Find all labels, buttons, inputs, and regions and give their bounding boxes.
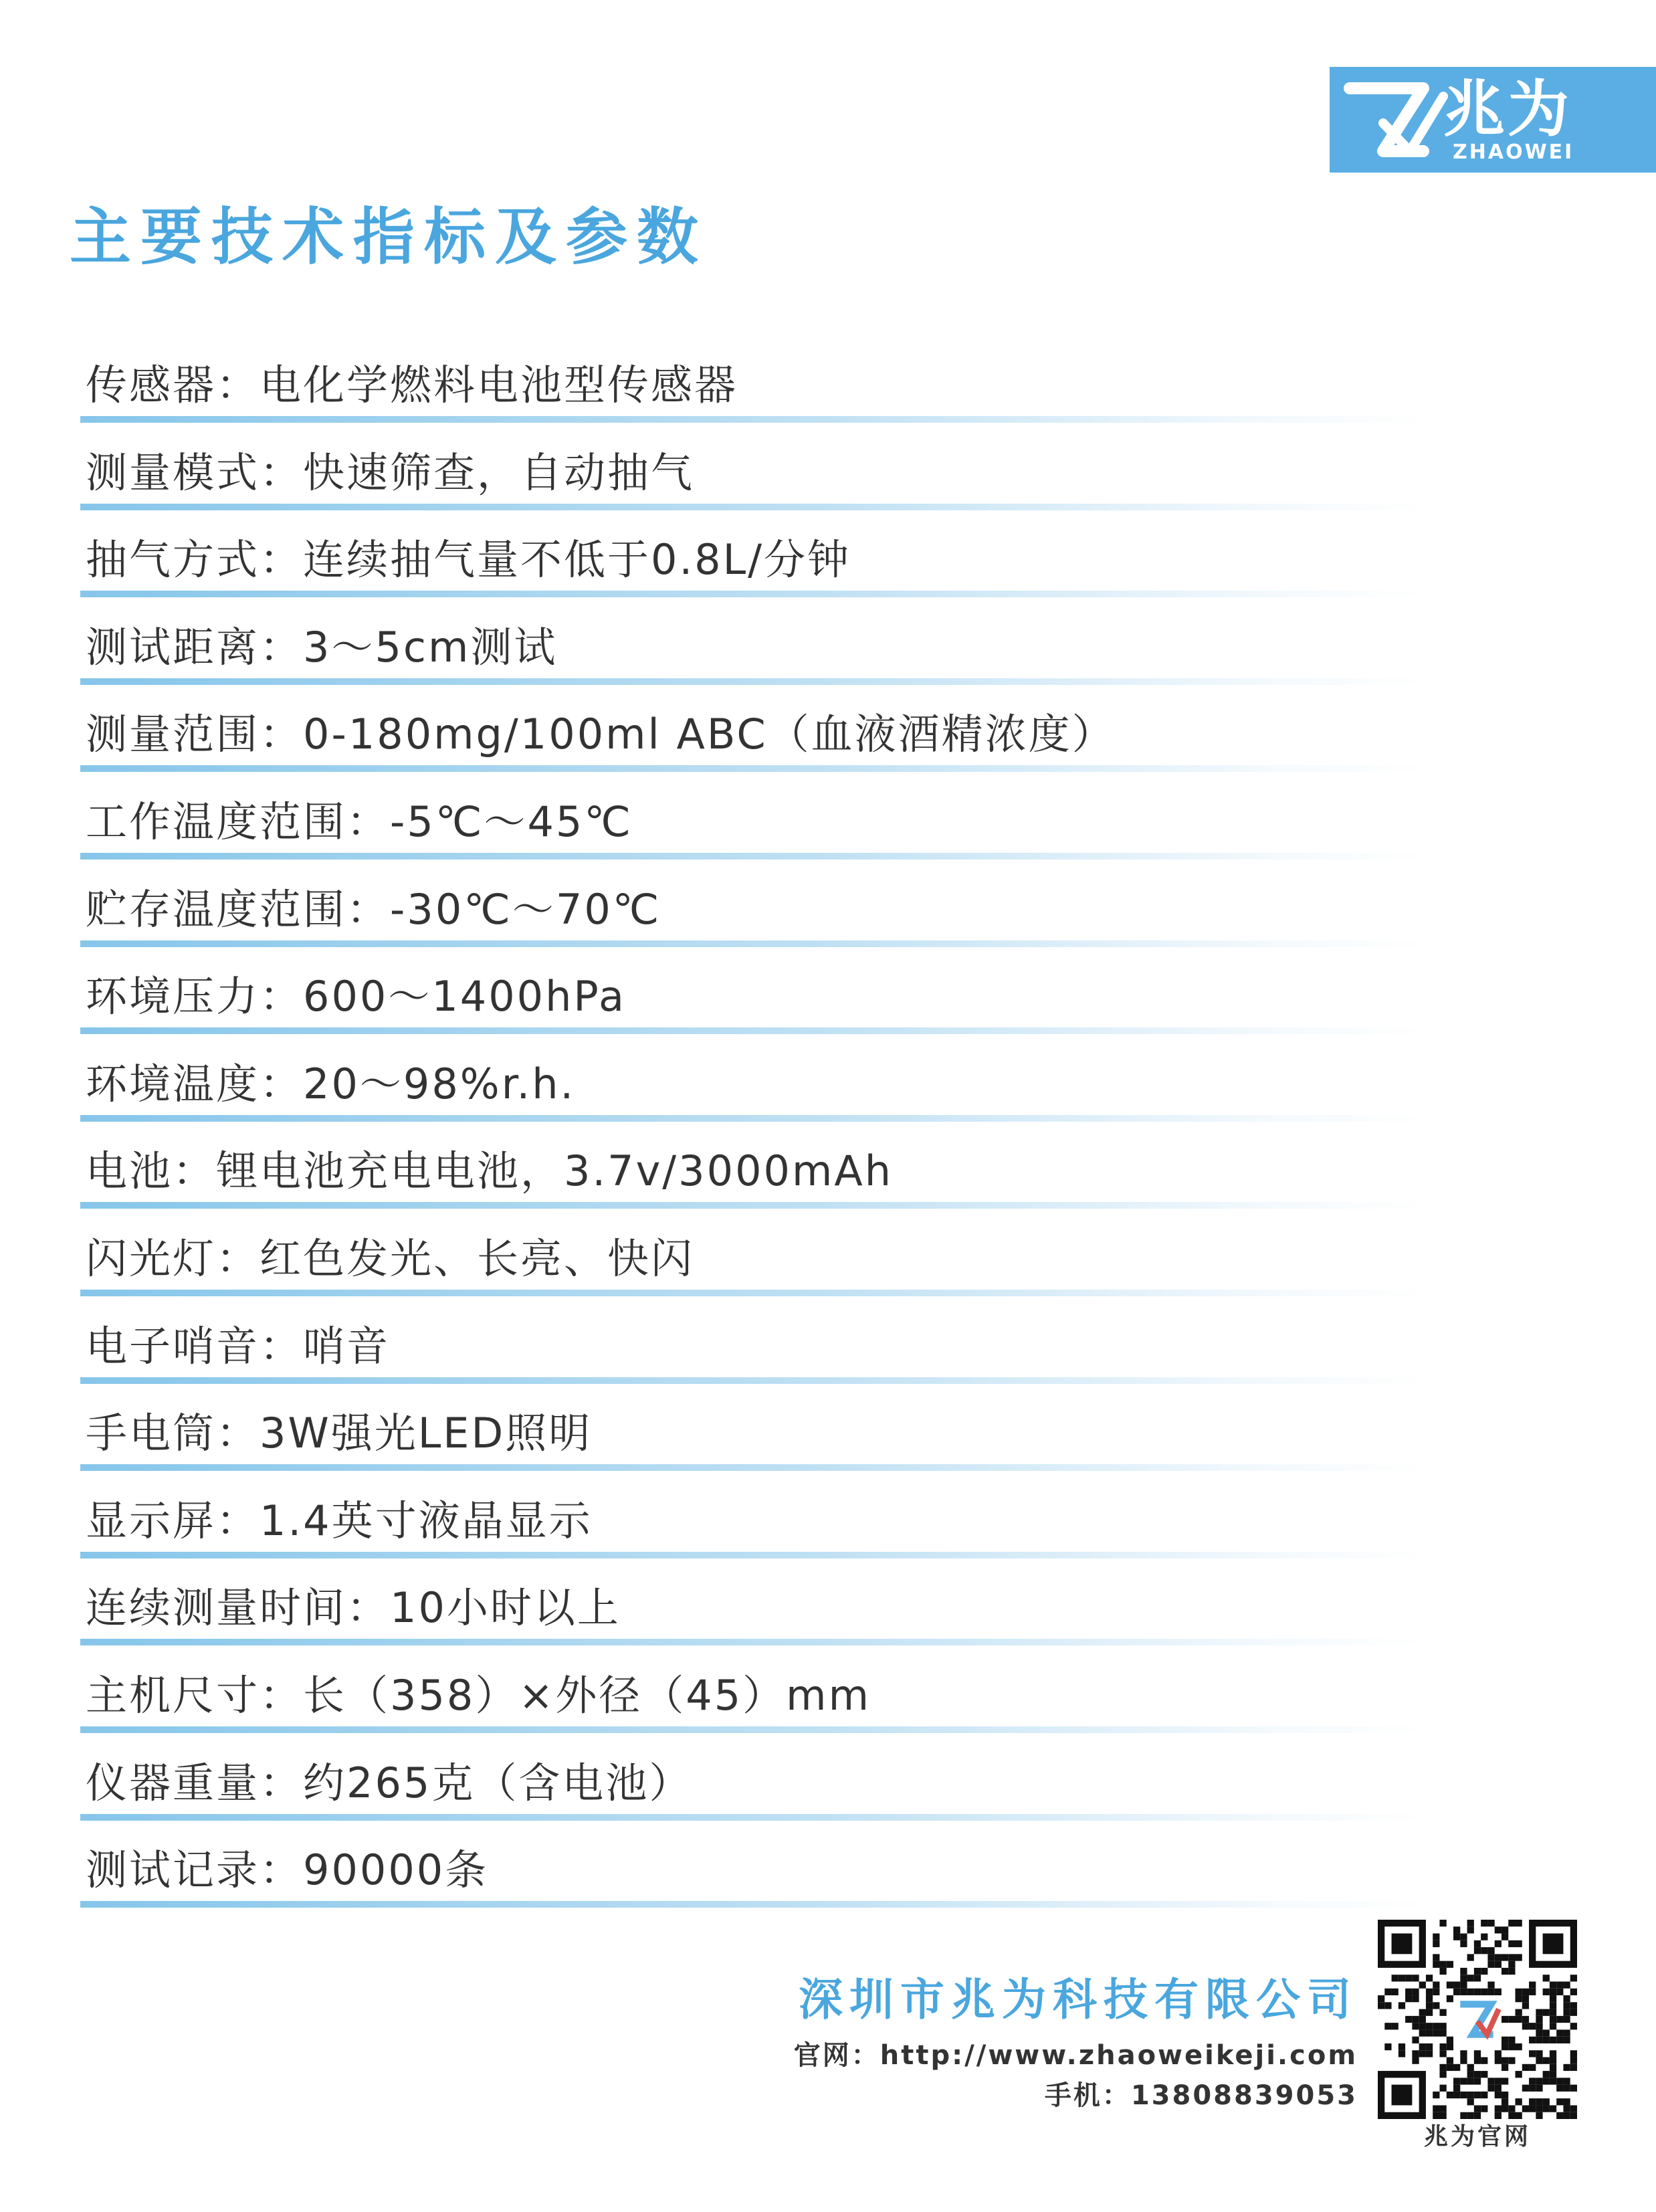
spec-row bbox=[80, 867, 1418, 954]
spec-row bbox=[80, 342, 1418, 430]
spec-divider bbox=[80, 416, 1425, 423]
spec-row bbox=[80, 1565, 1418, 1653]
spec-text: 闪光灯：红色发光、长亮、快闪 bbox=[86, 1233, 695, 1283]
spec-divider bbox=[80, 678, 1425, 685]
spec-text: 环境压力：600～1400hPa bbox=[86, 972, 627, 1021]
qr-code-icon bbox=[1378, 1920, 1577, 2119]
spec-divider bbox=[80, 1115, 1425, 1122]
spec-row bbox=[80, 1740, 1418, 1828]
spec-divider bbox=[80, 853, 1425, 860]
spec-divider bbox=[80, 1552, 1425, 1559]
brand-name: 兆为 bbox=[1443, 74, 1572, 145]
spec-text: 电子哨音：哨音 bbox=[86, 1321, 391, 1371]
spec-divider bbox=[80, 1726, 1425, 1733]
spec-text: 手电筒：3W强光LED照明 bbox=[86, 1409, 593, 1458]
spec-row bbox=[80, 954, 1418, 1041]
phone-text: 手机：13808839053 bbox=[1044, 2080, 1358, 2111]
page-title: 主要技术指标及参数 bbox=[70, 201, 708, 273]
spec-text: 抽气方式：连续抽气量不低于0.8L/分钟 bbox=[86, 535, 851, 585]
zw-logo-icon bbox=[1343, 76, 1450, 163]
spec-text: 传感器：电化学燃料电池型传感器 bbox=[86, 361, 738, 409]
spec-divider bbox=[80, 504, 1425, 510]
spec-text: 贮存温度范围：-30℃～70℃ bbox=[86, 884, 661, 934]
brand-name-en: ZHAOWEI bbox=[1453, 140, 1574, 164]
spec-divider bbox=[80, 940, 1425, 947]
spec-text: 环境温度：20～98%r.h. bbox=[86, 1059, 576, 1108]
spec-text: 显示屏：1.4英寸液晶显示 bbox=[86, 1496, 593, 1545]
spec-row bbox=[80, 517, 1418, 605]
company-name: 深圳市兆为科技有限公司 bbox=[799, 1974, 1358, 2025]
spec-row bbox=[80, 1391, 1418, 1478]
spec-text: 测试距离：3～5cm测试 bbox=[86, 622, 558, 672]
spec-divider bbox=[80, 591, 1425, 597]
qr-caption: 兆为官网 bbox=[1423, 2123, 1531, 2150]
spec-row bbox=[80, 1216, 1418, 1304]
spec-text: 仪器重量：约265克（含电池） bbox=[86, 1758, 693, 1807]
brand-logo bbox=[1330, 67, 1656, 173]
spec-divider bbox=[80, 1639, 1425, 1645]
spec-row bbox=[80, 1304, 1418, 1391]
spec-row bbox=[80, 1653, 1418, 1740]
spec-list bbox=[80, 342, 1418, 1915]
spec-divider bbox=[80, 1901, 1425, 1908]
spec-divider bbox=[80, 1377, 1425, 1384]
spec-row bbox=[80, 605, 1418, 692]
spec-row bbox=[80, 1041, 1418, 1129]
spec-row bbox=[80, 692, 1418, 779]
spec-divider bbox=[80, 1290, 1425, 1296]
spec-text: 工作温度范围：-5℃～45℃ bbox=[86, 797, 633, 846]
spec-text: 测试记录：90000条 bbox=[86, 1845, 489, 1895]
spec-text: 测量模式：快速筛查，自动抽气 bbox=[86, 447, 695, 497]
spec-text: 测量范围：0-180mg/100ml ABC（血液酒精浓度） bbox=[86, 710, 1116, 759]
spec-divider bbox=[80, 1027, 1425, 1034]
spec-divider bbox=[80, 765, 1425, 772]
spec-text: 电池：锂电池充电电池，3.7v/3000mAh bbox=[86, 1146, 894, 1196]
spec-divider bbox=[80, 1814, 1425, 1821]
spec-row bbox=[80, 1827, 1418, 1915]
website-text: 官网：http://www.zhaoweikeji.com bbox=[793, 2040, 1358, 2071]
spec-text: 连续测量时间：10小时以上 bbox=[86, 1583, 621, 1633]
spec-row bbox=[80, 1128, 1418, 1216]
spec-divider bbox=[80, 1202, 1425, 1209]
spec-row bbox=[80, 430, 1418, 518]
spec-row bbox=[80, 1478, 1418, 1566]
spec-row bbox=[80, 779, 1418, 867]
spec-divider bbox=[80, 1464, 1425, 1471]
spec-text: 主机尺寸：长（358）×外径（45）mm bbox=[86, 1670, 871, 1720]
